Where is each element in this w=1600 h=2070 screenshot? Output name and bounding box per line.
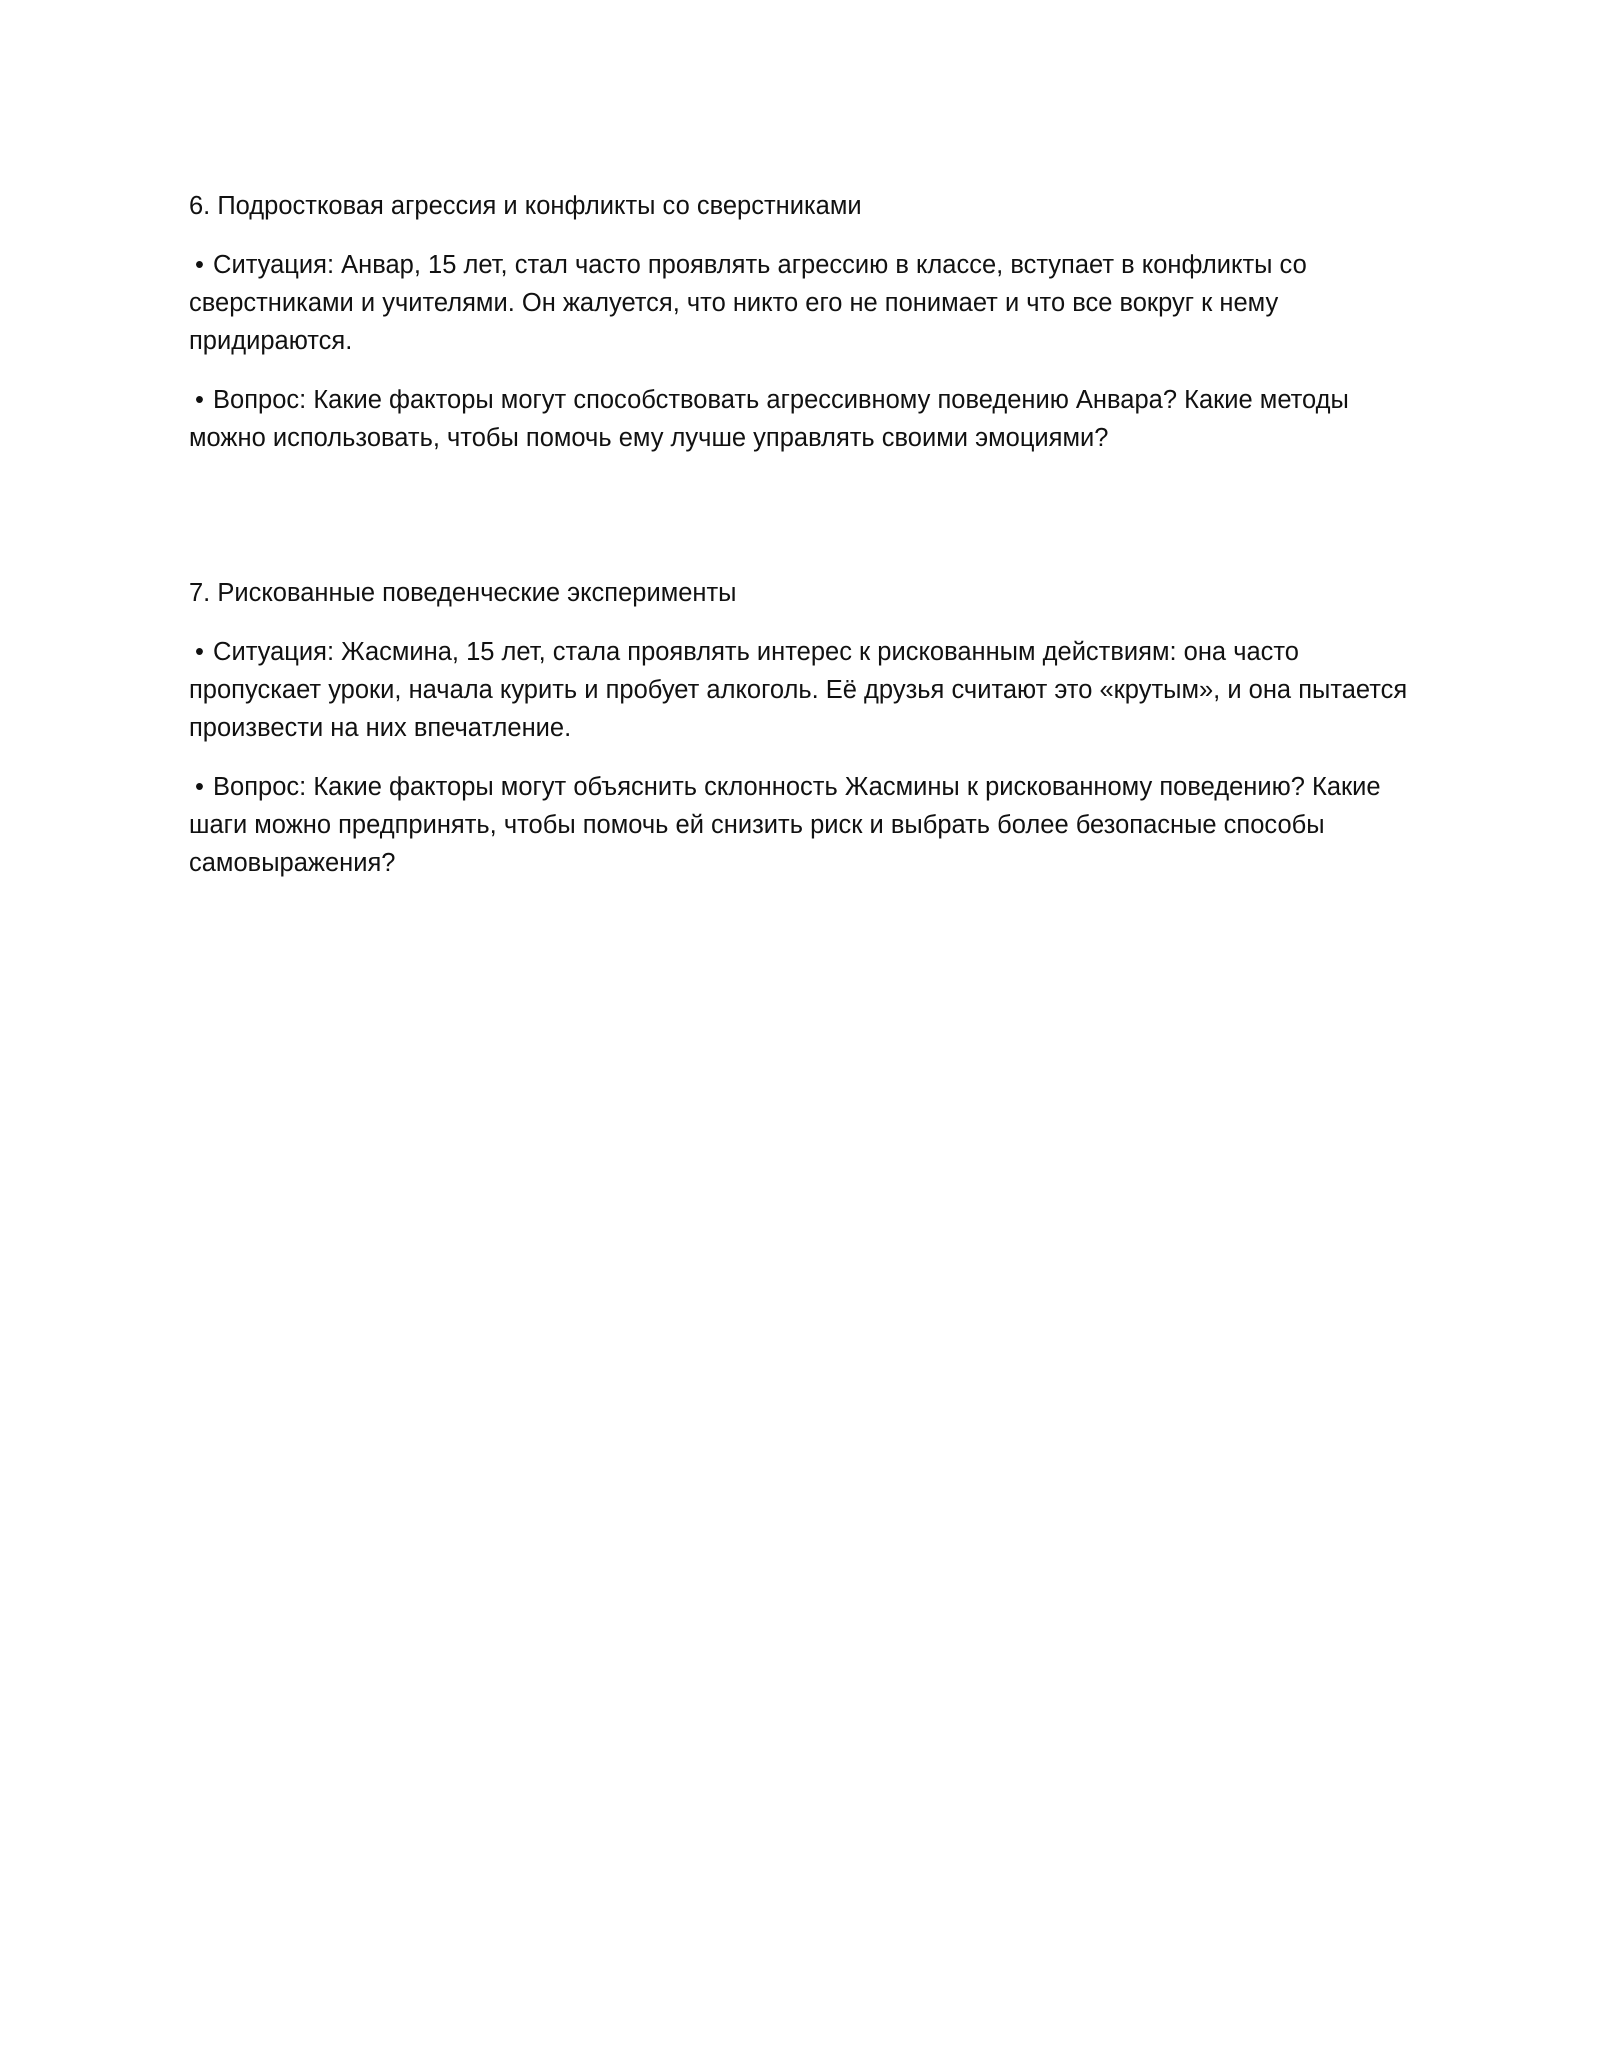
paragraph-text: Ситуация: Жасмина, 15 лет, стала проявлять интерес к рискованным действиям: она часто пропускает уроки, начала курить и пробует алкоголь. Её друзья считают это «крутым», и она пытается произвести на них впечатление. <box>189 638 1408 742</box>
bullet-icon: • <box>195 773 204 801</box>
section-7 <box>189 574 1409 882</box>
paragraph-text: Вопрос: Какие факторы могут объяснить склонность Жасмины к рискованному поведению? Какие шаги можно предпринять, чтобы помочь ей снизить риск и выбрать более безопасные способы самовыражения? <box>189 773 1381 877</box>
section-spacer <box>189 478 1409 574</box>
question-paragraph <box>189 768 1409 882</box>
paragraph-text: Вопрос: Какие факторы могут способствовать агрессивному поведению Анвара? Какие методы можно использовать, чтобы помочь ему лучше управлять своими эмоциями? <box>189 386 1349 452</box>
bullet-icon: • <box>195 251 204 279</box>
section-title: 7. Рискованные поведенческие эксперименты <box>189 579 737 607</box>
question-paragraph <box>189 381 1409 457</box>
document-body <box>189 187 1409 903</box>
paragraph-text: Ситуация: Анвар, 15 лет, стал часто проявлять агрессию в классе, вступает в конфликты со сверстниками и учителями. Он жалуется, что никто его не понимает и что все вокруг к нему придираются. <box>189 251 1307 355</box>
situation-paragraph <box>189 246 1409 360</box>
section-6 <box>189 187 1409 457</box>
situation-paragraph <box>189 633 1409 747</box>
bullet-icon: • <box>195 638 204 666</box>
bullet-icon: • <box>195 386 204 414</box>
section-title: 6. Подростковая агрессия и конфликты со сверстниками <box>189 192 862 220</box>
